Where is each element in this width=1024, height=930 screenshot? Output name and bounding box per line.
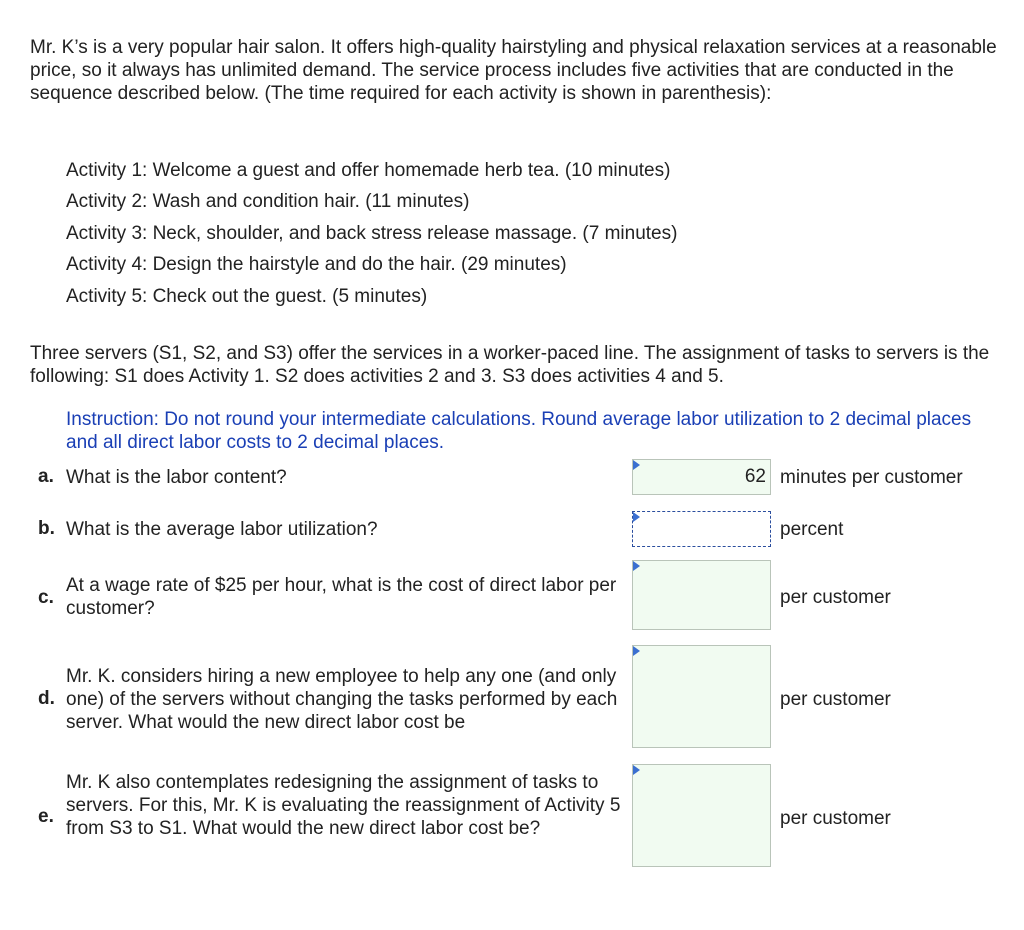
activity-list xyxy=(66,158,677,315)
answer-flag-icon xyxy=(633,561,640,571)
answer-input-a[interactable] xyxy=(632,459,771,495)
answer-input-d[interactable] xyxy=(632,645,771,748)
answer-unit: per customer xyxy=(780,808,891,829)
answer-input-e[interactable] xyxy=(632,764,771,867)
question-letter: c. xyxy=(38,587,54,608)
question-text: Mr. K also contemplates redesigning the assignment of tasks to servers. For this, Mr. K is evaluating the reassignment of Activity 5 from S3 to S1. What would the new direct labor cost be? xyxy=(66,772,621,839)
answer-unit: per customer xyxy=(780,689,891,710)
activity-2: Activity 2: Wash and condition hair. (11 minutes) xyxy=(66,191,470,213)
answer-input-b[interactable] xyxy=(632,511,771,547)
answer-unit: minutes per customer xyxy=(780,467,963,488)
question-letter: d. xyxy=(38,688,55,709)
question-letter: a. xyxy=(38,466,54,487)
answer-value: 62 xyxy=(744,466,766,487)
question-letter: e. xyxy=(38,806,54,827)
question-text: What is the labor content? xyxy=(66,467,287,488)
answer-unit: percent xyxy=(780,519,844,540)
answer-unit: per customer xyxy=(780,587,891,608)
answer-flag-icon xyxy=(633,646,640,656)
activity-4: Activity 4: Design the hairstyle and do the hair. (29 minutes) xyxy=(66,254,567,276)
question-text: What is the average labor utilization? xyxy=(66,519,378,540)
activity-5: Activity 5: Check out the guest. (5 minutes) xyxy=(66,285,428,307)
answer-flag-icon xyxy=(633,460,640,470)
activity-3: Activity 3: Neck, shoulder, and back stress release massage. (7 minutes) xyxy=(66,222,678,244)
answer-flag-icon xyxy=(633,512,640,522)
instruction-text: Instruction: Do not round your intermediate calculations. Round average labor utilization to 2 decimal places and all direct labor costs to 2 decimal places. xyxy=(66,409,972,453)
answer-input-c[interactable] xyxy=(632,560,771,630)
problem-intro: Mr. K’s is a very popular hair salon. It offers high-quality hairstyling and physical relaxation services at a reasonable price, so it always has unlimited demand. The service process includes five activities that are conducted in the sequence described below. (The time required for each activity is shown in parenthesis): xyxy=(30,37,997,104)
activity-1: Activity 1: Welcome a guest and offer homemade herb tea. (10 minutes) xyxy=(66,160,671,181)
answer-flag-icon xyxy=(633,765,640,775)
question-text: At a wage rate of $25 per hour, what is the cost of direct labor per customer? xyxy=(66,575,617,619)
servers-description: Three servers (S1, S2, and S3) offer the services in a worker-paced line. The assignment of tasks to servers is the following: S1 does Activity 1. S2 does activities 2 and 3. S3 does activities 4 and 5. xyxy=(30,343,990,387)
question-text: Mr. K. considers hiring a new employee to help any one (and only one) of the servers without changing the tasks performed by each server. What would the new direct labor cost be xyxy=(66,666,618,733)
question-letter: b. xyxy=(38,518,55,539)
